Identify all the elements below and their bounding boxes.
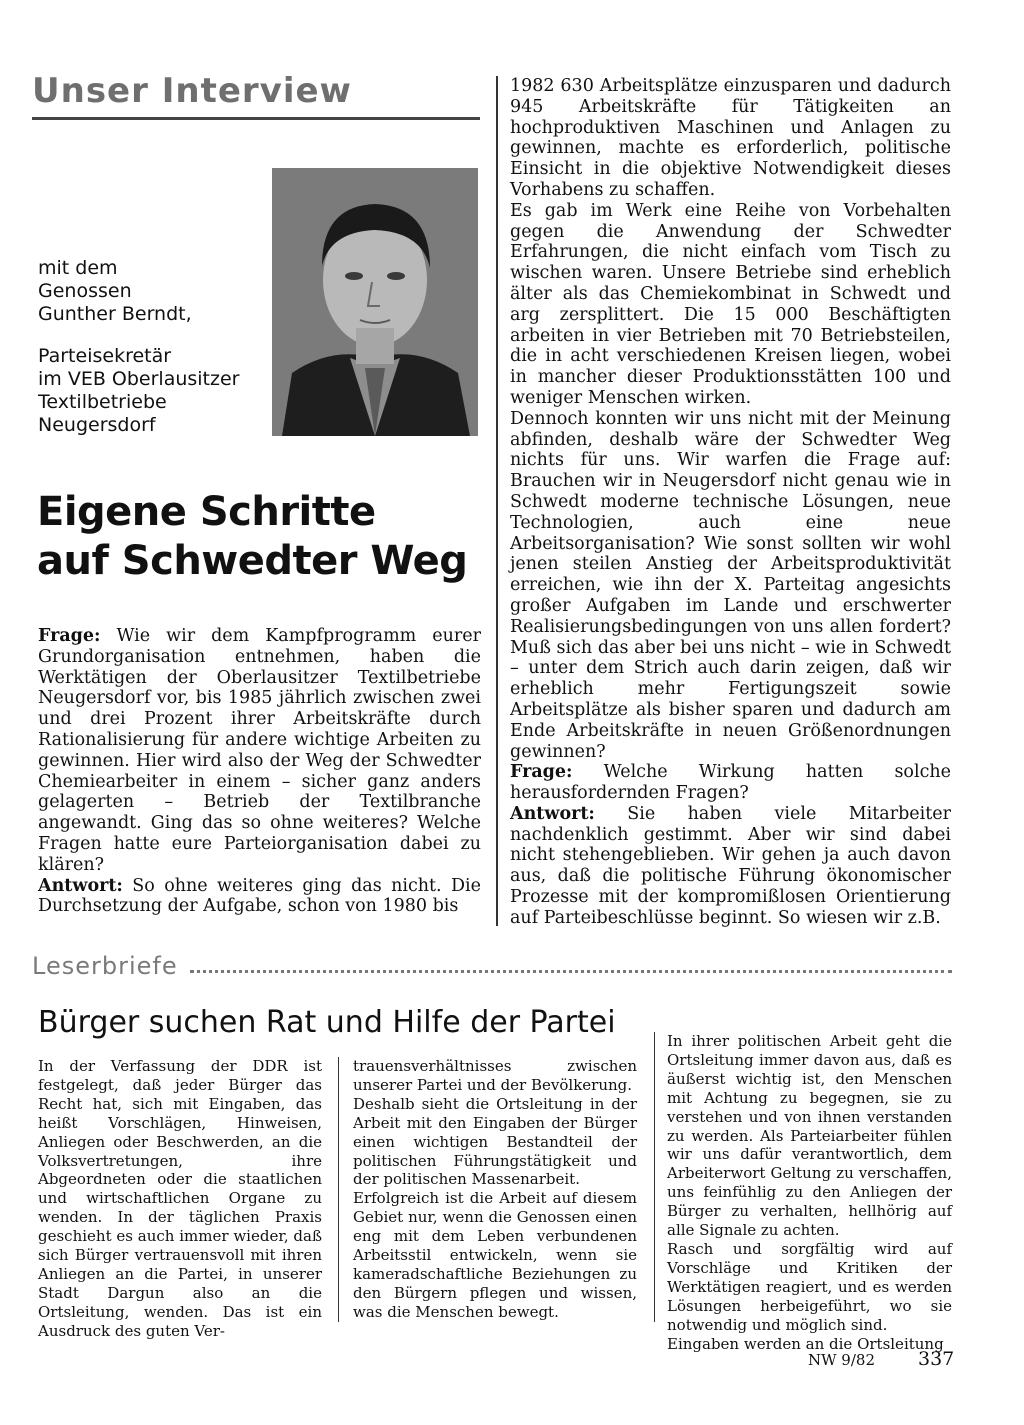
speaker-label: Frage:	[38, 626, 101, 646]
kicker-underline	[32, 117, 480, 120]
letter-paragraph: In der Verfassung der DDR ist festgelegt, daß jeder Bürger das Recht hat, sich mit Eingaben, das heißt Vorschlägen, Hinweisen, Anliegen oder Beschwerden, an die Volksvertretungen, ihre Abgeordneten oder die staatlichen und wirtschaftlichen Organe zu wenden. In der täglichen Praxis geschieht es auch immer wieder, daß sich Bürger vertrauensvoll mit ihren Anliegen an die Partei, in unserer Stadt Dargun also an die Ortsleitung, wenden. Das ist ein Ausdruck des guten Ver-	[38, 1057, 322, 1340]
paragraph-text: Es gab im Werk eine Reihe von Vorbehalten gegen die Anwendung der Schwedter Erfahrungen, die nicht einfach vom Tisch zu wischen waren. Unsere Betriebe sind erheblich älter als das Chemiekombinat in Schwedt und arg zersplittert. Die 15 000 Beschäftigten arbeiten in vier Betrieben mit 70 Betriebsteilen, die in acht verschiedenen Kreisen liegen, wobei in mancher dieser Produktionsstätten 100 und weniger Menschen wirken.	[510, 200, 951, 408]
letters-column-1	[38, 1057, 322, 1341]
paragraph-text: Wie wir dem Kampfprogramm eurer Grundorganisation entnehmen, haben die Werktätigen der Oberlausitzer Textilbetriebe Neugersdorf vor, bis 1985 jährlich zwischen zwei und drei Prozent ihrer Arbeitskräfte durch Rationalisierung für andere wichtige Arbeiten zu gewinnen. Hier wird also der Weg der Schwedter Chemiearbeiter in einem – sicher ganz anders gelagerten – Betrieb der Textilbranche angewandt. Ging das so ohne weiteres? Welche Fragen hatte eure Parteiorganisation dabei zu klären?	[38, 626, 481, 875]
paragraph-text: So ohne weiteres ging das nicht. Die Durchsetzung der Aufgabe, schon von 1980 bis	[38, 875, 481, 917]
answer-paragraph	[38, 876, 481, 918]
intro-role-block	[38, 345, 278, 437]
letters-headline: Bürger suchen Rat und Hilfe der Partei	[38, 1005, 616, 1040]
interview-right-column	[510, 76, 951, 929]
column-divider	[496, 76, 498, 926]
letters-column-3	[667, 1032, 952, 1353]
interview-intro	[38, 257, 278, 456]
kicker-dotted-rule	[190, 970, 952, 973]
speaker-label: Frage:	[510, 762, 573, 783]
column-divider	[338, 1057, 339, 1322]
intro-line: Neugersdorf	[38, 414, 156, 436]
intro-line: mit dem	[38, 257, 118, 279]
paragraph-text: Welche Wirkung hatten solche herausfordernden Fragen?	[510, 762, 951, 804]
intro-line: Genossen	[38, 280, 132, 302]
section-kicker-leserbriefe: Leserbriefe	[32, 952, 178, 980]
letter-paragraph: trauensverhältnisses zwischen unserer Partei und der Bevölkerung.	[353, 1057, 637, 1094]
issue-label: NW 9/82	[808, 1351, 875, 1369]
body-paragraph	[510, 409, 951, 763]
letter-paragraph: Eingaben werden an die Ortsleitung	[667, 1334, 944, 1353]
portrait-photo	[272, 168, 478, 436]
headline-line: Eigene Schritte	[37, 489, 376, 535]
paragraph-text: Dennoch konnten wir uns nicht mit der Meinung abfinden, deshalb wäre der Schwedter Weg nichts für uns. Wir warfen die Frage auf: Brauchen wir in Neugersdorf nicht genau wie in Schwedt moderne technische Lösungen, neue Technologien, auch eine neue Arbeitsorganisation? Wie sonst sollten wir wohl jenen steilen Anstieg der Arbeitsproduktivität erreichen, wie ihn der X. Parteitag angesichts großer Aufgaben im Lande und erschwerter Realisierungsbedingungen von uns allen fordert? Muß sich das aber bei uns nicht – wie in Schwedt – unter dem Strich auch darin zeigen, daß wir erheblich mehr Fertigungszeit sowie Arbeitsplätze als bisher sparen und dadurch am Ende Arbeitskräfte in neuen Größenordnungen gewinnen?	[510, 408, 951, 762]
intro-line: im VEB Oberlausitzer	[38, 368, 240, 390]
speaker-label: Antwort:	[510, 803, 595, 824]
page-number: 337	[918, 1348, 955, 1370]
body-paragraph	[510, 201, 951, 409]
letter-paragraph: Rasch und sorgfältig wird auf Vorschläge und Kritiken der Werktätigen reagiert, und es werden Lösungen herbeigeführt, wo sie notwendig und möglich sind.	[667, 1239, 952, 1334]
body-paragraph	[510, 76, 951, 201]
intro-line: Parteisekretär	[38, 345, 172, 367]
letter-paragraph: In ihrer politischen Arbeit geht die Ortsleitung immer davon aus, daß es äußerst wichtig ist, den Menschen mit Achtung zu begegnen, sie zu verstehen und von ihnen verstanden zu werden. Als Parteiarbeiter fühlen wir uns dafür verantwortlich, dem Arbeiterwort Geltung zu verschaffen, uns feinfühlig zu den Anliegen der Bürger zu verhalten, hellhörig auf alle Signale zu achten.	[667, 1032, 952, 1240]
paragraph-text: Sie haben viele Mitarbeiter nachdenklich gestimmt. Aber wir sind dabei nicht stehengeblieben. Wir gehen ja auch davon aus, daß die politische Führung ökonomischer Prozesse mit der kompromißlosen Orientierung auf Parteibeschlüsse beginnt. So wiesen wir z.B.	[510, 803, 951, 928]
letter-paragraph: Deshalb sieht die Ortsleitung in der Arbeit mit den Eingaben der Bürger einen wichtigen Bestandteil der politischen Führungstätigkeit und der politischen Massenarbeit.	[353, 1094, 637, 1189]
intro-line: Gunther Berndt,	[38, 303, 192, 325]
speaker-label: Antwort:	[38, 875, 123, 896]
portrait-illustration	[272, 168, 478, 436]
intro-name-block	[38, 257, 278, 326]
intro-line: Textilbetriebe	[38, 391, 167, 413]
letters-column-2	[353, 1057, 637, 1322]
question-paragraph	[38, 626, 481, 876]
column-divider	[654, 1032, 655, 1322]
answer-paragraph	[510, 804, 951, 929]
letter-paragraph: Erfolgreich ist die Arbeit auf diesem Gebiet nur, wenn die Genossen einen eng mit dem Leben verbundenen Arbeitsstil entwickeln, wenn sie kameradschaftliche Beziehungen zu den Bürgern pflegen und wissen, was die Menschen bewegt.	[353, 1189, 637, 1321]
paragraph-text: 1982 630 Arbeitsplätze einzusparen und dadurch 945 Arbeitskräfte für Tätigkeiten an hochproduktiven Maschinen und Anlagen zu gewinnen, machte es erforderlich, politische Einsicht in die objektive Notwendigkeit dieses Vorhabens zu schaffen.	[510, 76, 951, 200]
article-headline	[37, 488, 477, 586]
question-paragraph	[510, 762, 951, 804]
section-kicker-interview: Unser Interview	[32, 71, 352, 111]
headline-line: auf Schwedter Weg	[37, 538, 468, 584]
interview-left-column	[38, 626, 481, 917]
